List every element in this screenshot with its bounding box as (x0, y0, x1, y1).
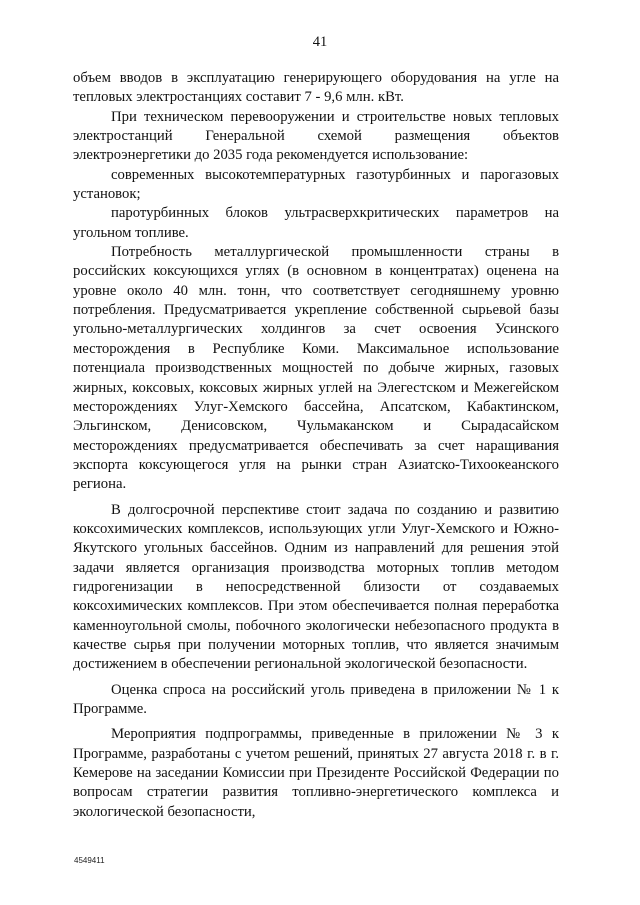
paragraph-coking-coal-demand: Потребность металлургической промышленности страны в российских коксующихся углях (в основном в концентратах) оценена на уровне около 40 млн. тонн, что соответствует сегодняшнему уровню потребления. Предусматривается укрепление собственной сырьевой базы угольно-металлургических холдингов за счет освоения Усинского месторождения в Республике Коми. Максимальное использование потенциала производственных мощностей по добыче жирных, газовых жирных, коксовых, коксовых жирных углей на Элегестском и Межегейском месторождениях Улуг-Хемского бассейна, Апсатском, Кабактинском, Эльгинском, Денисовском, Чульмаканском и Сырадасайском месторождениях предусматривается обеспечивать за счет наращивания экспорта коксующегося угля на рынки стран Азиатско-Тихоокеанского региона. (73, 244, 559, 493)
paragraph-subprogram-measures: Мероприятия подпрограммы, приведенные в приложении № 3 к Программе, разработаны с учетом решений, принятых 27 августа 2018 г. в г. Кемерове на заседании Комиссии при Президенте Российской Федерации по вопросам стратегии развития топливно-энергетического комплекса и экологической безопасности, (73, 726, 559, 820)
document-id: 4549411 (74, 856, 105, 865)
paragraph-tpp-modernization: При техническом перевооружении и строительстве новых тепловых электростанций Генеральной схемой размещения объектов электроэнергетики до 2035 года рекомендуется использование: (73, 108, 559, 164)
paragraph-gas-turbine: современных высокотемпературных газотурбинных и парогазовых установок; (73, 166, 559, 203)
paragraph-coke-chemical: В долгосрочной перспективе стоит задача по созданию и развитию коксохимических комплексов, использующих угли Улуг-Хемского и Южно-Якутского угольных бассейнов. Одним из направлений для решения этой задачи является организация производства моторных топлив методом гидрогенизации в непосредственной близости от создаваемых коксохимических комплексов. При этом обеспечивается полная переработка каменноугольной смолы, побочного экологически небезопасного продукта в качестве сырья при получении моторных топлив, что является значимым достижением в обеспечении региональной экологической безопасности. (73, 501, 559, 673)
paragraph-steam-turbine: паротурбинных блоков ультрасверхкритических параметров на угольном топливе. (73, 205, 559, 241)
paragraph-demand-estimate: Оценка спроса на российский уголь приведена в приложении № 1 к Программе. (73, 681, 559, 717)
document-body (73, 69, 559, 822)
paragraph-continuation: объем вводов в эксплуатацию генерирующего оборудования на угле на тепловых электростанциях составит 7 - 9,6 млн. кВт. (73, 70, 559, 106)
page-number: 41 (312, 34, 328, 50)
